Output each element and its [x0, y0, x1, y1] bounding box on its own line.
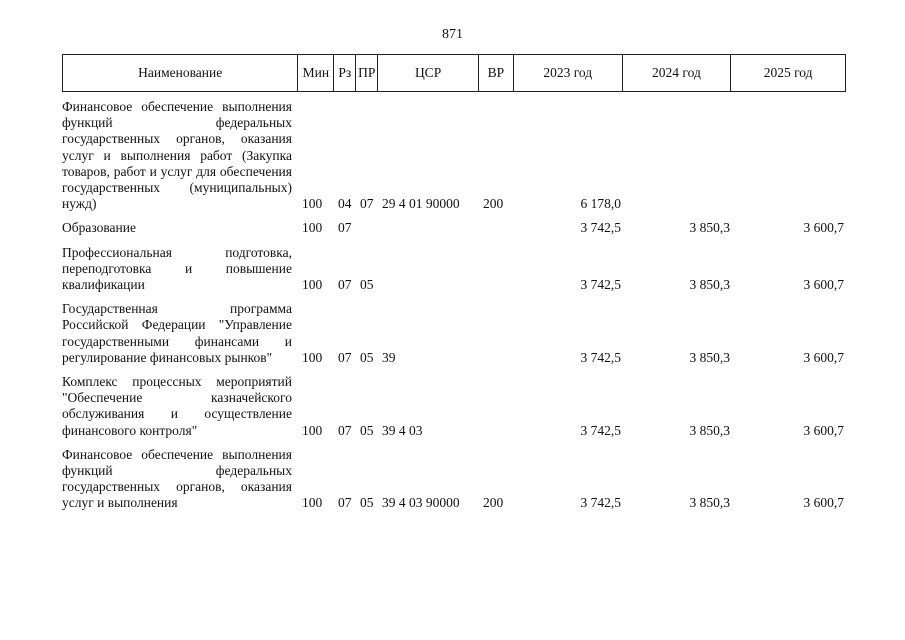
header-2024: 2024 год	[623, 55, 732, 91]
row-min: 100	[302, 220, 323, 236]
row-2024: 3 850,3	[689, 495, 730, 511]
row-2025: 3 600,7	[803, 495, 844, 511]
table-row	[62, 245, 846, 294]
row-min: 100	[302, 422, 323, 438]
header-2025: 2025 год	[763, 65, 813, 80]
row-2024	[623, 99, 732, 212]
row-vr: 200	[483, 196, 504, 212]
header-min: Мин	[298, 55, 334, 91]
row-rz: 07	[338, 422, 352, 438]
row-2025: 3 600,7	[803, 422, 844, 438]
row-2023: 3 742,5	[580, 349, 621, 365]
row-vr	[479, 301, 514, 366]
row-csr: 39	[382, 349, 396, 365]
row-min: 100	[302, 277, 323, 293]
table-row	[62, 99, 846, 212]
row-name: Профессиональная подготовка, переподготовка и повышение квалификации	[62, 244, 292, 293]
row-pr: 05	[360, 495, 374, 511]
page-number: 871	[442, 27, 463, 42]
table-row	[62, 374, 846, 439]
row-vr	[479, 245, 514, 294]
row-pr	[356, 220, 378, 236]
row-name: Образование	[62, 220, 136, 236]
row-vr: 200	[483, 495, 504, 511]
row-rz: 04	[338, 196, 352, 212]
row-min: 100	[302, 495, 323, 511]
row-vr	[479, 374, 514, 439]
row-csr: 29 4 01 90000	[382, 196, 460, 212]
row-csr	[378, 220, 479, 236]
row-pr: 05	[360, 349, 374, 365]
row-rz: 07	[338, 495, 352, 511]
row-2025	[732, 99, 846, 212]
row-2024: 3 850,3	[689, 220, 730, 236]
header-rz: Рз	[334, 55, 356, 91]
row-rz: 07	[338, 277, 352, 293]
row-2024: 3 850,3	[689, 349, 730, 365]
row-pr: 07	[360, 196, 374, 212]
row-min: 100	[302, 349, 323, 365]
row-pr: 05	[360, 277, 374, 293]
row-2023: 3 742,5	[580, 277, 621, 293]
table-row	[62, 220, 846, 236]
row-2025: 3 600,7	[803, 220, 844, 236]
row-rz: 07	[338, 349, 352, 365]
header-pr: ПР	[356, 55, 378, 91]
header-name: Наименование	[63, 55, 298, 91]
header-2023: 2023 год	[514, 55, 623, 91]
row-csr: 39 4 03	[382, 422, 423, 438]
row-2023: 3 742,5	[580, 220, 621, 236]
table-row	[62, 301, 846, 366]
row-2025: 3 600,7	[803, 349, 844, 365]
row-rz: 07	[338, 220, 352, 236]
row-2023: 3 742,5	[580, 422, 621, 438]
row-min: 100	[302, 196, 323, 212]
row-name: Государственная программа Российской Федерации "Управление государственными финансами и регулирование финансовых рынков"	[62, 301, 292, 365]
row-name: Финансовое обеспечение выполнения функций федеральных государственных органов, оказания услуг и выполнения	[62, 446, 292, 511]
header-csr: ЦСР	[378, 55, 479, 91]
row-2023: 3 742,5	[580, 495, 621, 511]
header-vr: ВР	[479, 55, 514, 91]
row-csr: 39 4 03 90000	[382, 495, 460, 511]
table-header	[62, 54, 846, 92]
row-pr: 05	[360, 422, 374, 438]
row-2023: 6 178,0	[580, 196, 621, 212]
row-name: Финансовое обеспечение выполнения функций федеральных государственных органов, оказания услуг и выполнения работ (Закупка товаров, работ и услуг для обеспечения государственных (муниципальных) нужд)	[62, 99, 292, 212]
row-vr	[479, 220, 514, 236]
table-row	[62, 447, 846, 512]
row-name: Комплекс процессных мероприятий "Обеспечение казначейского обслуживания и осуществление финансового контроля"	[62, 374, 292, 438]
row-csr	[378, 245, 479, 294]
row-2024: 3 850,3	[689, 422, 730, 438]
row-2024: 3 850,3	[689, 277, 730, 293]
table-body	[62, 99, 846, 520]
row-2025: 3 600,7	[803, 277, 844, 293]
